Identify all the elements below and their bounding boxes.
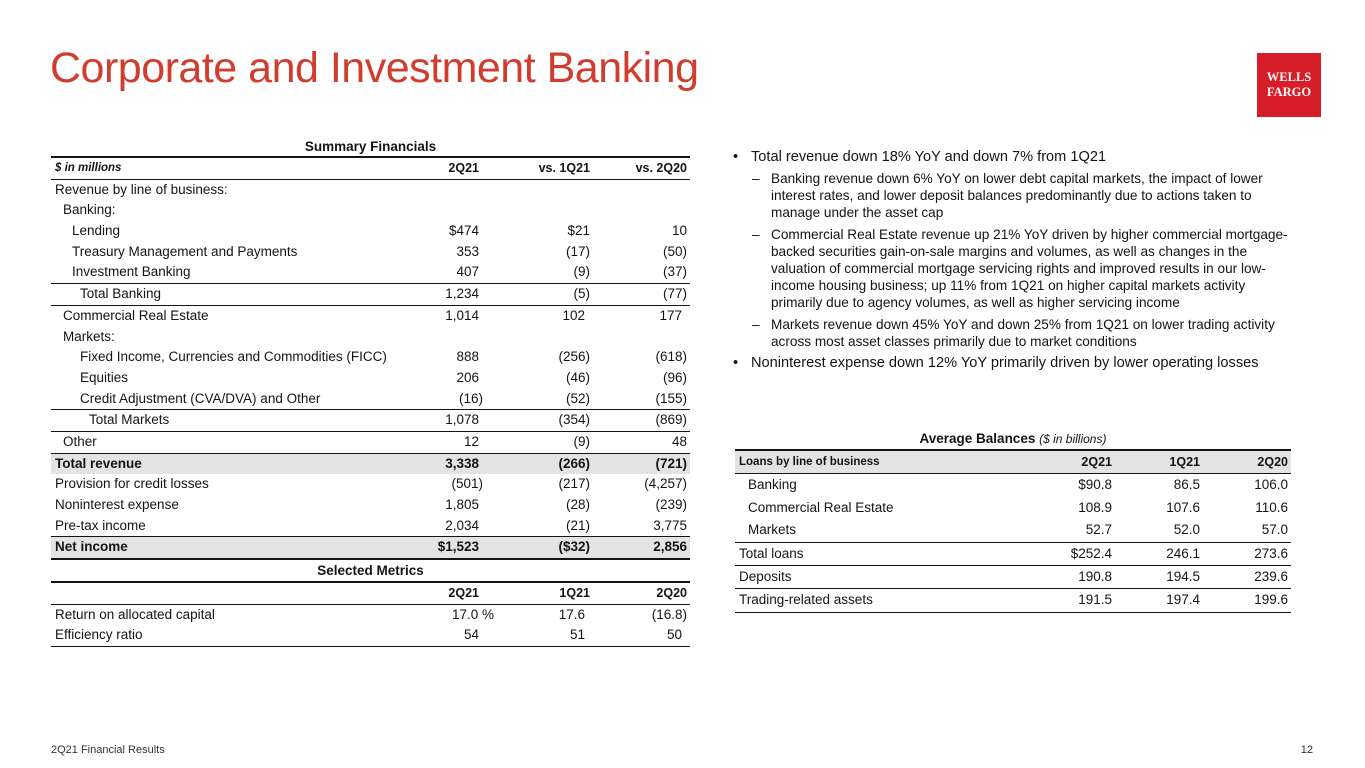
cell: $21 bbox=[567, 223, 590, 239]
row-label: Total revenue bbox=[55, 455, 142, 471]
cell: 197.4 bbox=[1166, 592, 1200, 608]
cell: (239) bbox=[655, 497, 687, 512]
table-row bbox=[735, 473, 1291, 496]
cell: 2,856 bbox=[653, 539, 687, 555]
summary-financials-caption: Summary Financials bbox=[304, 139, 437, 154]
page-number: 12 bbox=[1300, 744, 1313, 756]
wells-fargo-logo bbox=[1257, 53, 1321, 117]
metrics-header-row bbox=[51, 581, 690, 604]
cell: 102 bbox=[562, 307, 585, 323]
cell: (9) bbox=[573, 433, 590, 449]
table-row bbox=[51, 368, 690, 389]
row-label: Treasury Management and Payments bbox=[72, 243, 298, 259]
row-label: Fixed Income, Currencies and Commodities (FICC) bbox=[80, 349, 387, 365]
table-row bbox=[51, 305, 690, 327]
cell: $252.4 bbox=[1070, 545, 1112, 561]
footer-text: 2Q21 Financial Results bbox=[51, 744, 165, 756]
row-label: Lending bbox=[72, 223, 121, 239]
caption-title: Average Balances bbox=[919, 431, 1036, 446]
average-balances-caption bbox=[735, 429, 1291, 449]
page-title: Corporate and Investment Banking bbox=[50, 44, 699, 92]
cell: (354) bbox=[558, 412, 590, 428]
row-label: Noninterest expense bbox=[55, 497, 179, 512]
cell: 48 bbox=[671, 433, 687, 449]
table-row bbox=[51, 327, 690, 348]
table-row bbox=[51, 221, 690, 242]
average-balances-table bbox=[735, 429, 1291, 613]
header-col-2: 1Q21 bbox=[559, 586, 590, 601]
cell: 3,775 bbox=[653, 517, 687, 533]
table-row bbox=[51, 516, 690, 537]
table-row bbox=[51, 347, 690, 368]
cell: 10 bbox=[671, 223, 687, 239]
table-row bbox=[51, 495, 690, 516]
table-row bbox=[51, 389, 690, 410]
table-row bbox=[51, 200, 690, 221]
cell: (46) bbox=[565, 369, 590, 385]
cell: 50 bbox=[666, 627, 682, 643]
row-label: Investment Banking bbox=[72, 264, 191, 280]
row-label: Provision for credit losses bbox=[55, 476, 209, 492]
caption-unit: ($ in billions) bbox=[1039, 432, 1107, 446]
row-label: Trading-related assets bbox=[739, 592, 873, 608]
header-col-3: 2Q20 bbox=[656, 586, 687, 601]
cell: (52) bbox=[565, 390, 590, 406]
bullet-item: • Noninterest expense down 12% YoY primarily driven by lower operating losses bbox=[733, 354, 1293, 372]
table-row bbox=[735, 565, 1291, 588]
balances-header-row bbox=[735, 449, 1291, 473]
cell: (721) bbox=[655, 455, 687, 471]
selected-metrics-caption: Selected Metrics bbox=[51, 558, 690, 581]
cell: 3,338 bbox=[445, 455, 479, 471]
cell: 239.6 bbox=[1254, 568, 1288, 584]
cell: 51 bbox=[569, 627, 585, 643]
cell: (501) bbox=[451, 476, 483, 492]
logo-line-2: FARGO bbox=[1266, 85, 1312, 99]
row-label: Total Banking bbox=[80, 286, 162, 302]
cell: (50) bbox=[662, 243, 687, 259]
cell: (155) bbox=[655, 390, 687, 406]
header-col-3: 2Q20 bbox=[1257, 455, 1288, 469]
table-row bbox=[735, 542, 1291, 565]
table-row bbox=[51, 431, 690, 453]
cell: 12 bbox=[463, 433, 479, 449]
cell: 57.0 bbox=[1261, 522, 1288, 538]
row-label: Banking bbox=[748, 477, 797, 493]
sub-bullet-item: – Markets revenue down 45% YoY and down 25% from 1Q21 on lower trading activity across most asset classes primarily due to market conditions bbox=[733, 316, 1293, 350]
row-label: Return on allocated capital bbox=[55, 606, 215, 622]
cell: (28) bbox=[565, 497, 590, 512]
cell: 17.6 bbox=[558, 606, 585, 622]
cell: $474 bbox=[448, 223, 479, 239]
cell: 2,034 bbox=[445, 517, 479, 533]
table-row bbox=[51, 242, 690, 263]
table-row bbox=[51, 179, 690, 201]
cell: (17) bbox=[565, 243, 590, 259]
header-label: Loans by line of business bbox=[739, 456, 880, 468]
row-label: Efficiency ratio bbox=[55, 627, 143, 643]
table-row bbox=[735, 588, 1291, 612]
commentary-bullets bbox=[733, 148, 1293, 376]
row-label: Total loans bbox=[739, 545, 804, 561]
cell: 17.0 % bbox=[451, 606, 494, 622]
table-row bbox=[51, 409, 690, 431]
sub-bullet-item: – Banking revenue down 6% YoY on lower debt capital markets, the impact of lower interest rates, and lower deposit balances predominantly due to actions taken to manage under the asset cap bbox=[733, 170, 1293, 222]
cell: 86.5 bbox=[1173, 477, 1200, 493]
row-label: Commercial Real Estate bbox=[748, 499, 894, 515]
cell: 199.6 bbox=[1254, 592, 1288, 608]
cell: $1,523 bbox=[437, 539, 479, 555]
row-label: Deposits bbox=[739, 568, 792, 584]
table-row bbox=[735, 497, 1291, 519]
row-label: Revenue by line of business: bbox=[55, 181, 228, 197]
cell: 206 bbox=[456, 369, 479, 385]
row-label: Net income bbox=[55, 539, 128, 555]
row-label: Pre-tax income bbox=[55, 517, 146, 533]
bullet-item: • Total revenue down 18% YoY and down 7% from 1Q21 bbox=[733, 148, 1293, 166]
cell: (266) bbox=[558, 455, 590, 471]
summary-financials-table bbox=[51, 137, 690, 647]
units-label: $ in millions bbox=[55, 162, 122, 174]
cell: (21) bbox=[565, 517, 590, 533]
header-col-3: vs. 2Q20 bbox=[635, 161, 687, 175]
cell: (256) bbox=[558, 349, 590, 365]
net-income-row bbox=[51, 536, 690, 558]
cell: 52.0 bbox=[1173, 522, 1200, 538]
cell: (618) bbox=[655, 349, 687, 365]
cell: 246.1 bbox=[1166, 545, 1200, 561]
cell: (37) bbox=[662, 264, 687, 280]
cell: 191.5 bbox=[1078, 592, 1112, 608]
cell: 54 bbox=[463, 627, 479, 643]
cell: 177 bbox=[659, 307, 682, 323]
header-col-1: 2Q21 bbox=[1081, 455, 1112, 469]
cell: (869) bbox=[655, 412, 687, 428]
cell: 107.6 bbox=[1166, 499, 1200, 515]
cell: (96) bbox=[662, 369, 687, 385]
row-label: Equities bbox=[80, 369, 129, 385]
cell: 110.6 bbox=[1255, 499, 1288, 515]
cell: 353 bbox=[456, 243, 479, 259]
cell: (9) bbox=[573, 264, 590, 280]
row-label: Markets bbox=[748, 522, 797, 538]
row-label: Commercial Real Estate bbox=[63, 307, 209, 323]
row-label: Banking: bbox=[63, 202, 116, 218]
cell: 1,805 bbox=[445, 497, 479, 512]
table-row bbox=[51, 474, 690, 495]
cell: (77) bbox=[662, 286, 687, 302]
cell: 194.5 bbox=[1166, 568, 1200, 584]
cell: (4,257) bbox=[644, 476, 687, 492]
table-row bbox=[51, 604, 690, 626]
cell: 1,078 bbox=[445, 412, 479, 428]
sub-bullet-item: – Commercial Real Estate revenue up 21% YoY driven by higher commercial mortgage-backed securities gain-on-sale margins and volumes, as well as changes in the valuation of commercial mortgage servicing rights and improved results in our low-income housing business; up 11% from 1Q21 on higher capital markets activity primarily due to agency volumes, as well as higher servicing income bbox=[733, 226, 1293, 312]
header-col-1: 2Q21 bbox=[448, 586, 479, 601]
cell: 1,234 bbox=[445, 286, 479, 302]
row-label: Markets: bbox=[63, 328, 115, 344]
row-label: Total Markets bbox=[89, 412, 170, 428]
cell: 106.0 bbox=[1254, 477, 1288, 493]
cell: 407 bbox=[456, 264, 479, 280]
cell: (5) bbox=[573, 286, 590, 302]
cell: 1,014 bbox=[445, 307, 479, 323]
header-col-1: 2Q21 bbox=[448, 161, 479, 175]
total-revenue-row bbox=[51, 453, 690, 475]
cell: (217) bbox=[558, 476, 590, 492]
table-row bbox=[735, 519, 1291, 541]
summary-header-row bbox=[51, 156, 690, 179]
cell: 888 bbox=[456, 349, 479, 365]
table-row bbox=[51, 283, 690, 305]
table-row bbox=[51, 262, 690, 283]
cell: 108.9 bbox=[1078, 499, 1112, 515]
table-row bbox=[51, 625, 690, 647]
row-label: Credit Adjustment (CVA/DVA) and Other bbox=[80, 390, 321, 406]
cell: 273.6 bbox=[1254, 545, 1288, 561]
cell: (16) bbox=[458, 390, 483, 406]
cell: (16.8) bbox=[651, 606, 687, 622]
row-label: Other bbox=[63, 433, 97, 449]
cell: 190.8 bbox=[1078, 568, 1112, 584]
logo-line-1: WELLS bbox=[1266, 70, 1312, 84]
header-col-2: vs. 1Q21 bbox=[538, 161, 590, 175]
cell: ($32) bbox=[558, 539, 590, 555]
header-col-2: 1Q21 bbox=[1169, 455, 1200, 469]
cell: 52.7 bbox=[1085, 522, 1112, 538]
cell: $90.8 bbox=[1078, 477, 1112, 493]
